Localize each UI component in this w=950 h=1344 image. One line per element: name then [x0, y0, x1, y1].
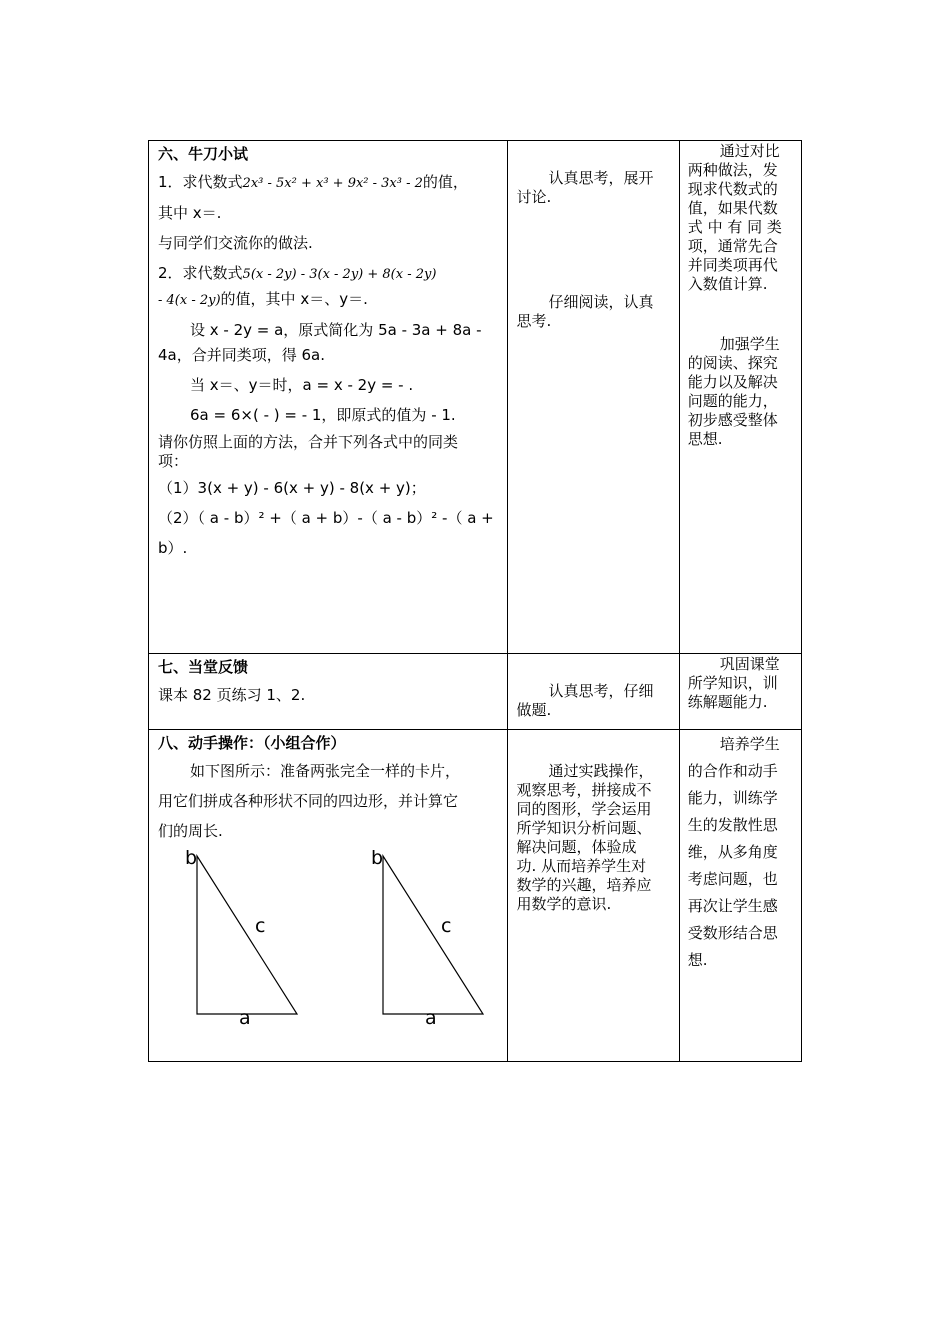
section-eight-student-activity — [507, 730, 679, 1062]
student-activity-4-line: 用数学的意识. — [516, 895, 612, 913]
design-intent-4-line: 考虑问题，也 — [687, 870, 778, 888]
student-activity-4-line: 解决问题，体验成 — [516, 838, 637, 856]
design-intent-4-line: 培养学生 — [719, 735, 780, 753]
design-intent-1-line: 式 中 有 同 类 — [687, 218, 782, 236]
section-eight-design-intent — [679, 730, 801, 1062]
student-activity-2: 仔细阅读，认真 — [548, 293, 654, 311]
section-eight-content — [149, 730, 508, 1062]
design-intent-1-line: 项，通常先合 — [687, 237, 778, 255]
design-intent-4-line: 能力，训练学 — [687, 789, 778, 807]
task-instruction-2: 项： — [158, 452, 189, 470]
section-six-content — [149, 141, 508, 654]
student-activity-4-line: 功. 从而培养学生对 — [516, 857, 647, 875]
section-six-student-activity — [507, 141, 679, 654]
side-label-b: b — [371, 847, 384, 869]
design-intent-4-line: 再次让学生感 — [687, 897, 778, 915]
design-intent-2-line: 初步感受整体 — [687, 411, 778, 429]
question-2-expression-2: - 4(x - 2y) — [158, 293, 221, 308]
design-intent-2-line: 问题的能力， — [687, 392, 778, 410]
design-intent-1-line: 通过对比 — [719, 142, 780, 160]
question-2-line-2 — [158, 287, 499, 313]
design-intent-4-line: 维，从多角度 — [687, 843, 778, 861]
task-instruction: 请你仿照上面的方法，合并下列各式中的同类 — [158, 433, 459, 451]
solution-line-1: 设 x - 2y = a，原式简化为 5a - 3a + 8a - — [190, 321, 482, 339]
student-activity-1: 认真思考，展开 — [548, 169, 654, 187]
triangle-shape — [197, 856, 297, 1014]
solution-line-3: 6a = 6×( - ) = - 1，即原式的值为 - 1. — [190, 406, 456, 424]
triangle-card-right — [363, 844, 493, 1034]
design-intent-3-line: 巩固课堂 — [719, 655, 780, 673]
student-activity-3: 认真思考，仔细 — [548, 682, 654, 700]
question-1-condition: 其中 x＝. — [158, 204, 222, 222]
design-intent-1 — [688, 142, 793, 294]
section-seven-design-intent — [679, 654, 801, 730]
section-seven-exercise: 课本 82 页练习 1、2. — [158, 686, 306, 704]
side-label-b: b — [185, 847, 198, 869]
question-2-prefix: 2．求代数式 — [158, 264, 243, 282]
design-intent-2-line: 加强学生 — [719, 335, 780, 353]
side-label-c: c — [441, 915, 452, 937]
section-eight-paragraph-3: 们的周长. — [158, 822, 223, 840]
section-six-design-intent — [679, 141, 801, 654]
design-intent-4-line: 的合作和动手 — [687, 762, 778, 780]
exercise-item-1: （1）3(x + y) - 6(x + y) - 8(x + y)； — [158, 479, 426, 497]
design-intent-3-line: 所学知识，训 — [687, 674, 778, 692]
question-2-expression-1: 5(x - 2y) - 3(x - 2y) + 8(x - 2y) — [242, 267, 437, 282]
design-intent-2 — [688, 335, 793, 449]
question-2-line — [158, 261, 499, 287]
solution-line-1b: 4a，合并同类项，得 6a. — [158, 346, 326, 364]
design-intent-1-line: 入数值计算. — [687, 275, 768, 293]
exercise-item-2: （2）（ a - b）² +（ a + b）-（ a - b）² -（ a + — [158, 509, 494, 527]
section-six-heading: 六、牛刀小试 — [158, 145, 249, 163]
triangle-shape — [383, 856, 483, 1014]
triangle-card-left — [177, 844, 307, 1034]
question-2-suffix: 的值，其中 x＝、y＝. — [220, 290, 368, 308]
student-activity-2b: 思考. — [516, 312, 552, 330]
section-seven-row — [149, 654, 802, 730]
question-1-expression: 2x³ - 5x² + x³ + 9x² - 3x³ - 2 — [242, 176, 423, 191]
section-eight-row — [149, 730, 802, 1062]
design-intent-1-line: 值，如果代数 — [687, 199, 778, 217]
section-six-row — [149, 141, 802, 654]
side-label-c: c — [255, 915, 266, 937]
design-intent-4-line: 想. — [687, 951, 708, 969]
section-seven-student-activity — [507, 654, 679, 730]
student-activity-4-line: 数学的兴趣，培养应 — [516, 876, 652, 894]
question-1-suffix: 的值， — [422, 173, 468, 191]
student-activity-3b: 做题. — [516, 701, 552, 719]
question-1-prefix: 1．求代数式 — [158, 173, 243, 191]
side-label-a: a — [425, 1007, 437, 1029]
section-eight-heading: 八、动手操作：（小组合作） — [158, 734, 346, 752]
student-activity-4-line: 观察思考，拼接成不 — [516, 781, 652, 799]
design-intent-1-line: 并同类项再代 — [687, 256, 778, 274]
side-label-a: a — [239, 1007, 251, 1029]
lesson-plan-table — [148, 140, 802, 1062]
question-1-line — [158, 170, 499, 196]
student-activity-4-line: 所学知识分析问题、 — [516, 819, 652, 837]
design-intent-1-line: 现求代数式的 — [687, 180, 778, 198]
student-activity-4-line: 同的图形，学会运用 — [516, 800, 652, 818]
design-intent-3-line: 练解题能力. — [687, 693, 768, 711]
lesson-plan-sheet — [148, 140, 802, 1063]
section-seven-heading: 七、当堂反馈 — [158, 658, 249, 676]
question-1-discussion: 与同学们交流你的做法. — [158, 234, 313, 252]
solution-line-2: 当 x＝、y＝时，a = x - 2y = - . — [190, 376, 414, 394]
design-intent-2-line: 思想. — [687, 430, 723, 448]
section-eight-paragraph-2: 用它们拼成各种形状不同的四边形，并计算它 — [158, 792, 459, 810]
section-eight-paragraph-1: 如下图所示：准备两张完全一样的卡片， — [190, 762, 461, 780]
design-intent-2-line: 能力以及解决 — [687, 373, 778, 391]
design-intent-1-line: 两种做法，发 — [687, 161, 778, 179]
design-intent-2-line: 的阅读、探究 — [687, 354, 778, 372]
design-intent-4-line: 受数形结合思 — [687, 924, 778, 942]
design-intent-4-line: 生的发散性思 — [687, 816, 778, 834]
exercise-item-2b: b）. — [158, 539, 188, 557]
student-activity-1b: 讨论. — [516, 188, 552, 206]
section-seven-content — [149, 654, 508, 730]
student-activity-4-line: 通过实践操作， — [548, 762, 654, 780]
